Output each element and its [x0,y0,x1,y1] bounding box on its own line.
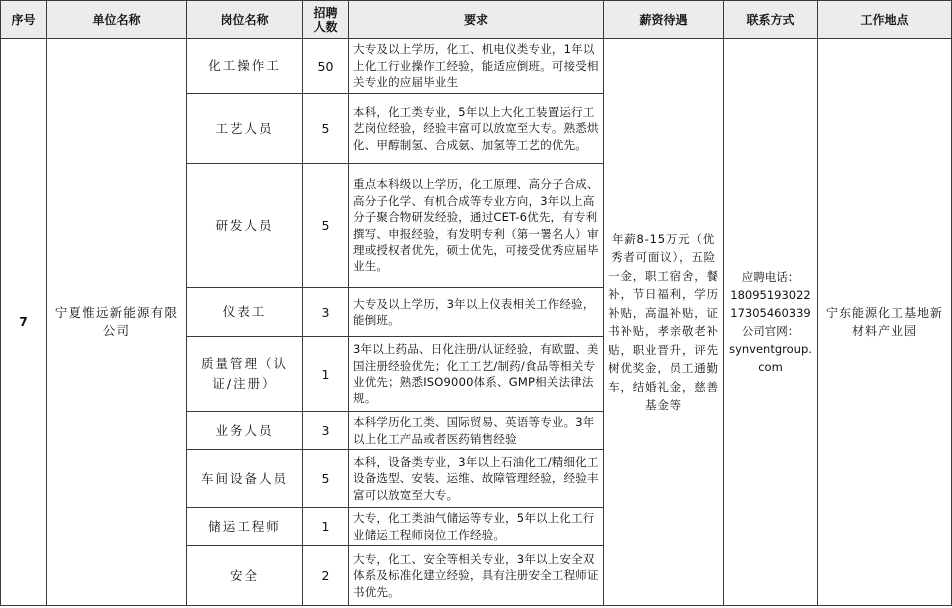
position-requirement: 本科，化工类专业，5年以上大化工装置运行工艺岗位经验，经验丰富可以放宽至大专。熟悉烘化、甲醇制氢、合成氨、加氢等工艺的优先。 [349,94,604,164]
header-row [1,1,952,39]
position-headcount: 1 [303,508,349,546]
contact-site-label: 公司官网： [741,324,800,338]
header-index: 序号 [1,1,47,39]
position-requirement: 重点本科级以上学历，化工原理、高分子合成、高分子化学、有机合成等专业方向，3年以上高分子聚合物研发经验，通过CET-6优先，有专利撰写、申报经验，有发明专利（第一署名人）审理或授权者优先，硕士优先，可接受优秀应届毕业生。 [349,164,604,288]
header-salary: 薪资待遇 [604,1,724,39]
header-headcount-line1: 招聘 [313,5,338,20]
contact-phone-1: 18095193022 [730,288,811,302]
contact-phone-label: 应聘电话： [741,270,800,284]
position-requirement: 大专，化工、安全等相关专业，3年以上安全双体系及标准化建立经验，具有注册安全工程师证书优先。 [349,546,604,606]
position-headcount: 5 [303,164,349,288]
contact-info [724,39,818,606]
table-row [1,39,952,94]
position-requirement: 3年以上药品、日化注册/认证经验，有欧盟、美国注册经验优先；化工工艺/制药/食品等相关专业优先；熟悉ISO9000体系、GMP相关法律法规。 [349,337,604,412]
position-headcount: 5 [303,450,349,508]
header-contact: 联系方式 [724,1,818,39]
work-location: 宁东能源化工基地新材料产业园 [818,39,952,606]
position-name: 安全 [187,546,303,606]
position-headcount: 2 [303,546,349,606]
row-index: 7 [1,39,47,606]
position-name: 业务人员 [187,412,303,450]
header-requirements: 要求 [349,1,604,39]
position-name: 研发人员 [187,164,303,288]
header-headcount [303,1,349,39]
contact-phone-2: 17305460339 [730,306,811,320]
header-location: 工作地点 [818,1,952,39]
header-position: 岗位名称 [187,1,303,39]
position-name: 工艺人员 [187,94,303,164]
salary-benefits: 年薪8-15万元（优秀者可面议），五险一金，职工宿舍，餐补，节日福利，学历补贴，高温补贴，证书补贴，孝亲敬老补贴，职业晋升，评先树优奖金，员工通勤车，结婚礼金，慈善基金等 [604,39,724,606]
position-requirement: 大专，化工类油气储运等专业，5年以上化工行业储运工程师岗位工作经验。 [349,508,604,546]
position-name: 仪表工 [187,288,303,337]
position-headcount: 3 [303,288,349,337]
contact-site: synventgroup.com [729,342,812,374]
company-name: 宁夏惟远新能源有限公司 [47,39,187,606]
header-headcount-line2: 人数 [313,19,338,34]
position-name: 储运工程师 [187,508,303,546]
header-company: 单位名称 [47,1,187,39]
position-name: 化工操作工 [187,39,303,94]
position-name: 车间设备人员 [187,450,303,508]
position-headcount: 3 [303,412,349,450]
position-requirement: 大专及以上学历，化工、机电仪类专业，1年以上化工行业操作工经验，能适应倒班。可接受相关专业的应届毕业生 [349,39,604,94]
position-requirement: 本科学历化工类、国际贸易、英语等专业。3年以上化工产品或者医药销售经验 [349,412,604,450]
position-name: 质量管理（认证/注册） [187,337,303,412]
position-headcount: 50 [303,39,349,94]
position-headcount: 5 [303,94,349,164]
position-requirement: 本科，设备类专业，3年以上石油化工/精细化工设备选型、安装、运维、故障管理经验，经验丰富可以放宽至大专。 [349,450,604,508]
position-headcount: 1 [303,337,349,412]
position-requirement: 大专及以上学历，3年以上仪表相关工作经验，能倒班。 [349,288,604,337]
